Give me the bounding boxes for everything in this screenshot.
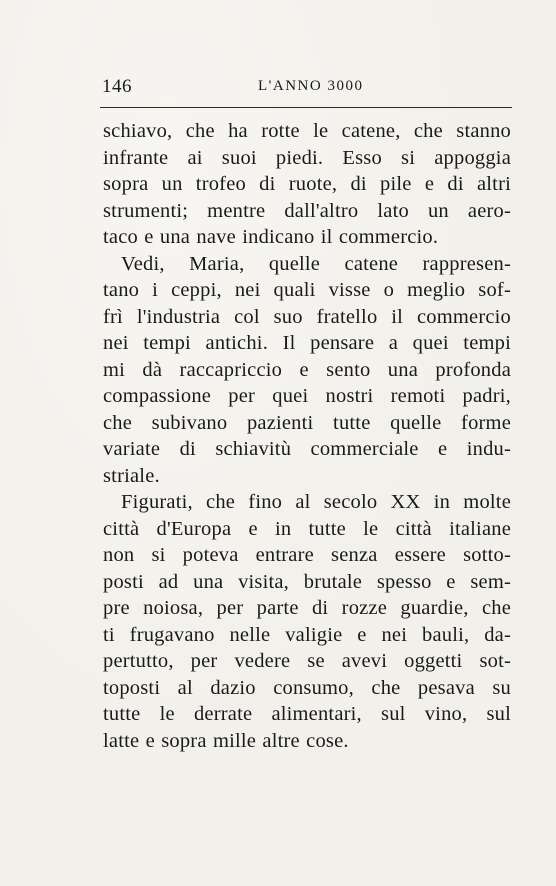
text-line: sopra un trofeo di ruote, di pile e di altri [103, 173, 511, 195]
text-line: variate di schiavitù commerciale e indu- [103, 438, 511, 460]
text-line: posti ad una visita, brutale spesso e sem- [103, 570, 511, 593]
text-line: toposti al dazio consumo, che pesava su [103, 676, 511, 699]
text-line: strumenti; mentre dall'altro lato un aero- [103, 199, 511, 222]
text-line: città d'Europa e in tutte le città italiane [103, 517, 511, 540]
text-line: striale. [103, 464, 160, 487]
text-line: mi dà raccapriccio e sento una profonda [103, 358, 511, 381]
page-number: 146 [102, 76, 132, 97]
text-line: infrante ai suoi piedi. Esso si appoggia [103, 146, 511, 169]
header-rule [100, 107, 512, 108]
body-text [103, 118, 511, 754]
text-line: Figurati, che fino al secolo XX in molte [121, 491, 511, 513]
text-line: tutte le derrate alimentari, sul vino, sul [103, 703, 511, 725]
text-line: compassione per quei nostri remoti padri, [103, 385, 511, 407]
text-line: ti frugavano nelle valigie e nei bauli, da- [103, 623, 511, 646]
text-line: pertutto, per vedere se avevi oggetti sot- [103, 650, 511, 672]
running-head [100, 74, 512, 100]
text-line: non si poteva entrare senza essere sotto- [103, 544, 511, 566]
text-line: taco e una nave indicano il commercio. [103, 226, 439, 248]
text-line: latte e sopra mille altre cose. [103, 729, 349, 752]
text-line: Vedi, Maria, quelle catene rappresen- [121, 252, 511, 275]
text-line: tano i ceppi, nei quali visse o meglio sof- [103, 279, 511, 301]
text-line: pre noiosa, per parte di rozze guardie, che [103, 597, 511, 619]
text-line: che subivano pazienti tutte quelle forme [103, 411, 511, 434]
text-line: frì l'industria col suo fratello il commercio [103, 305, 511, 328]
book-title: L'ANNO 3000 [258, 78, 364, 94]
text-line: nei tempi antichi. Il pensare a quei tempi [103, 332, 511, 354]
text-line: schiavo, che ha rotte le catene, che stanno [103, 120, 511, 142]
